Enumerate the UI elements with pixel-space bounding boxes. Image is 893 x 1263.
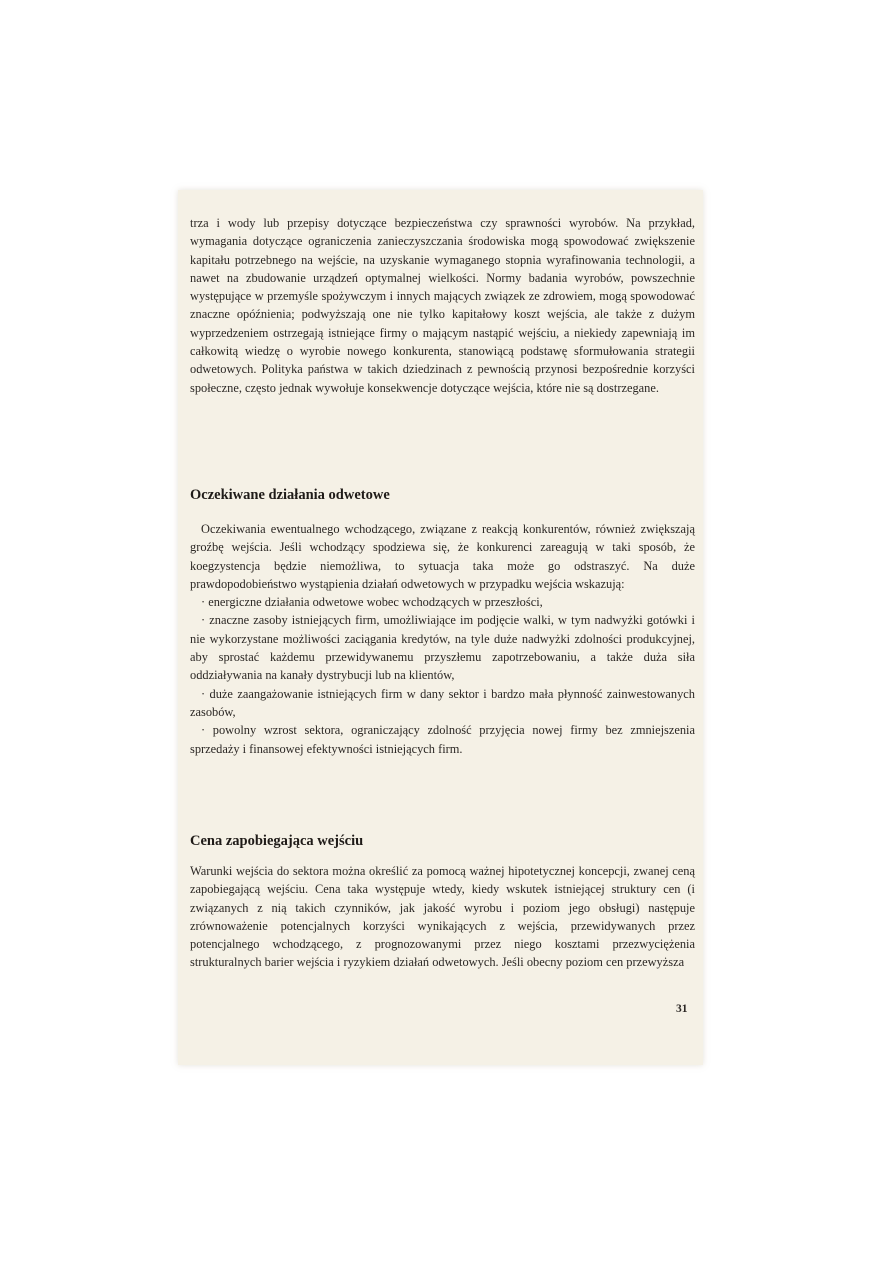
section-heading: Oczekiwane działania odwetowe — [190, 487, 390, 503]
section-heading: Cena zapobiegająca wejściu — [190, 833, 364, 849]
bullet-item: · powolny wzrost sektora, ograniczający zdolność przyjęcia nowej firmy bez zmniejszenia sprzedaży i finansowej efektywności istniejących firm. — [190, 723, 695, 756]
bullet-item: · znaczne zasoby istniejących firm, umożliwiające im podjęcie walki, w tym nadwyżki gotówki i nie wykorzystane możliwości zaciągania kredytów, na tyle duże nadwyżki zdolności produkcyjnej, aby sprostać każdemu przewidywanemu przyszłemu zapotrzebowaniu, a także duża siła oddziaływania na kanały dystrybucji lub na klientów, — [190, 613, 695, 683]
page-number: 31 — [676, 1003, 688, 1015]
bullet-item: · energiczne działania odwetowe wobec wchodzących w przeszłości, — [201, 595, 543, 610]
paragraph-continuation — [190, 214, 695, 397]
bullet-item: · duże zaangażowanie istniejących firm w dany sektor i bardzo mała płynność zainwestowanych zasobów, — [190, 686, 695, 719]
section-body — [190, 862, 695, 972]
paragraph-text: Oczekiwania ewentualnego wchodzącego, związane z reakcją konkurentów, również zwiększają groźbę wejścia. Jeśli wchodzący spodziewa się, że konkurenci zareagują w taki sposób, że koegzystencja będzie niemożliwa, to sytuacja taka może go odstraszyć. Na duże prawdopodobieństwo wystąpienia działań odwetowych w przypadku wejścia wskazują: — [190, 522, 695, 591]
section-body — [190, 520, 695, 758]
paragraph-text: Warunki wejścia do sektora można określić za pomocą ważnej hipotetycznej koncepcji, zwanej ceną zapobiegającą wejściu. Cena taka występuje wtedy, kiedy wskutek istniejącej struktury cen (i związanych z nią takich czynników, jak jakość wyrobu i poziom jego obsługi) następuje zrównoważenie potencjalnych korzyści wynikających z wejścia, przewidywanych przez potencjalnego wchodzącego, z prognozowanymi przez niego kosztami przezwyciężenia strukturalnych barier wejścia i ryzykiem działań odwetowych. Jeśli obecny poziom cen przewyższa — [190, 864, 695, 970]
paragraph-text: trza i wody lub przepisy dotyczące bezpieczeństwa czy sprawności wyrobów. Na przykład, wymagania dotyczące ograniczenia zanieczyszczania środowiska mogą spowodować zwiększenie kapitału potrzebnego na wejście, na uzyskanie wymaganego stopnia wyrafinowania technologii, a nawet na zbudowanie urządzeń optymalnej wielkości. Normy badania wyrobów, powszechnie występujące w przemyśle spożywczym i innych mających związek ze zdrowiem, mogą spowodować znaczne opóźnienia; podwyższają one nie tylko kapitałowy koszt wejścia, ale także z dużym wyprzedzeniem ostrzegają istniejące firmy o mającym nastąpić wejściu, a niekiedy zapewniają im całkowitą wiedzę o wyrobie nowego konkurenta, stanowiącą podstawę sformułowania strategii odwetowych. Polityka państwa w takich dziedzinach z pewnością przynosi bezpośrednie korzyści społeczne, często jednak wywołuje konsekwencje dotyczące wejścia, które nie są dostrzegane. — [190, 216, 695, 395]
